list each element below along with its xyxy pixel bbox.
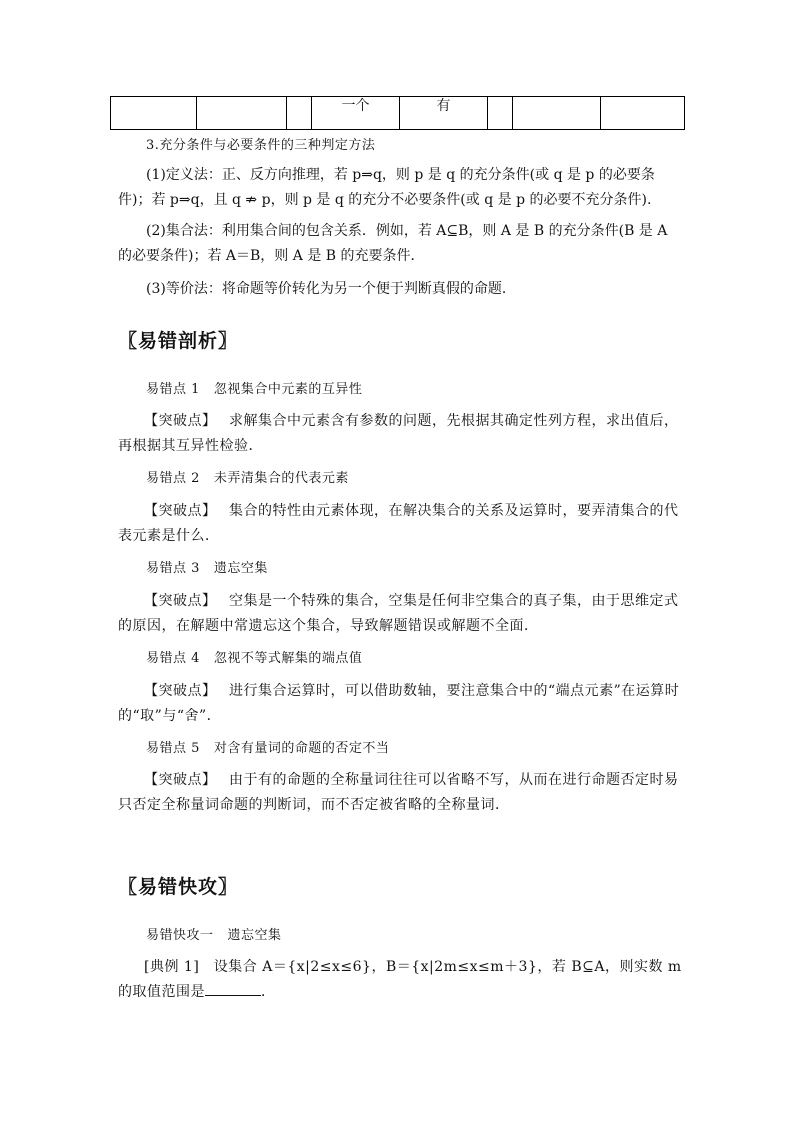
table-cell [513, 97, 601, 130]
pitfall-body: 【突破点】 空集是一个特殊的集合，空集是任何非空集合的真子集，由于思维定式的原因，在解题中常遗忘这个集合，导致解题错误或解题不全面． [118, 593, 679, 634]
answer-blank[interactable] [205, 981, 261, 996]
method-set: (2)集合法：利用集合间的包含关系．例如，若 A⊆B，则 A 是 B 的充分条件(B 是 A 的必要条件)；若 A＝B，则 A 是 B 的充要条件． [118, 223, 668, 264]
breakthrough-tag: 【突破点】 [144, 593, 210, 609]
table-fragment [110, 96, 685, 130]
method-definition: (1)定义法：正、反方向推理，若 p⇒q，则 p 是 q 的充分条件(或 q 是 p 的必要条件)；若 p⇒q，且 q ⇏ p，则 p 是 q 的充分不必要条件(或 q 是 p 的必要不充分条件). [118, 167, 655, 208]
example-problem: [典例 1] 设集合 A＝{x|2≤x≤6}，B＝{x|2m≤x≤m＋3}，若 B⊆A，则实数 m 的取值范围是 ． [118, 959, 682, 1000]
pitfall-heading: 易错点 1 忽视集合中元素的互异性 [146, 382, 363, 397]
pitfall-heading: 易错点 5 对含有量词的命题的否定不当 [146, 741, 390, 756]
example-label: [典例 1] [144, 959, 200, 975]
table-cell [111, 97, 197, 130]
table-row [111, 97, 685, 130]
breakthrough-tag: 【突破点】 [144, 683, 210, 699]
quick-subheading: 易错快攻一 遗忘空集 [146, 928, 282, 943]
breakthrough-tag: 【突破点】 [144, 503, 210, 519]
table-cell [287, 97, 312, 130]
methods-heading: 3.充分条件与必要条件的三种判定方法 [146, 138, 376, 153]
table-cell: 一个 [312, 97, 400, 130]
section-title-quick: 〖易错快攻〗 [118, 876, 239, 898]
pitfall-body: 【突破点】 集合的特性由元素体现，在解决集合的关系及运算时，要弄清集合的代表元素是什么． [118, 503, 679, 544]
table-cell: 有 [400, 97, 488, 130]
pitfall-heading: 易错点 2 未弄清集合的代表元素 [146, 471, 349, 486]
table-cell [488, 97, 513, 130]
pitfall-heading: 易错点 3 遗忘空集 [146, 561, 268, 576]
breakthrough-tag: 【突破点】 [144, 772, 210, 788]
section-title-pitfalls: 〖易错剖析〗 [118, 330, 239, 352]
table-cell [197, 97, 287, 130]
method-equivalence: (3)等价法：将命题等价转化为另一个便于判断真假的命题． [146, 281, 516, 297]
pitfall-body: 【突破点】 求解集合中元素含有参数的问题，先根据其确定性列方程，求出值后，再根据其互异性检验． [118, 413, 679, 454]
pitfall-body: 【突破点】 由于有的命题的全称量词往往可以省略不写，从而在进行命题否定时易只否定全称量词命题的判断词，而不否定被省略的全称量词． [118, 772, 679, 813]
breakthrough-tag: 【突破点】 [144, 413, 210, 429]
pitfall-body: 【突破点】 进行集合运算时，可以借助数轴，要注意集合中的“端点元素”在运算时的“取”与“舍”． [118, 683, 680, 724]
table-cell [601, 97, 685, 130]
pitfall-heading: 易错点 4 忽视不等式解集的端点值 [146, 651, 363, 666]
